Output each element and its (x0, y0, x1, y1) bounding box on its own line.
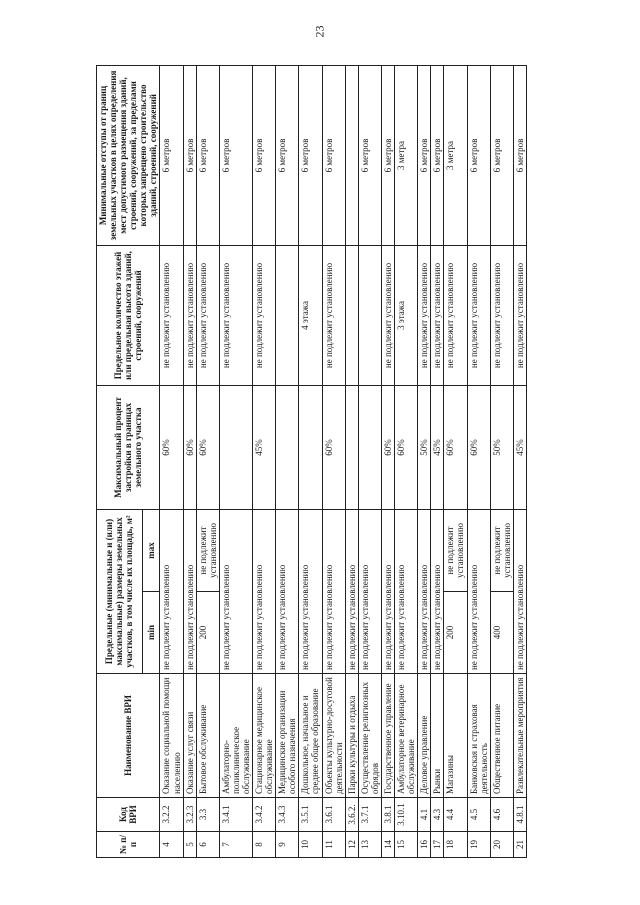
row-percent: 45% (431, 385, 444, 509)
row-floors: не подлежит установлению (160, 245, 183, 385)
table-row (513, 65, 526, 857)
row-number: 18 (444, 832, 467, 858)
table-row (467, 65, 490, 857)
row-number: 8 (253, 832, 276, 858)
table-row (160, 65, 183, 857)
row-code: 4.8.1 (513, 798, 526, 832)
row-name: Объекты культурно-досуговой деятельности (322, 674, 345, 798)
row-floors: не подлежит установлению (418, 245, 431, 385)
row-floors: 3 этажа (395, 245, 418, 385)
row-setback: 6 метров (183, 65, 196, 245)
row-name: Амбулаторное ветеринарное обслуживание (395, 674, 418, 798)
row-percent (276, 385, 299, 509)
row-name: Осуществление религиозных обрядов (358, 674, 381, 798)
row-name: Оказание услуг связи (183, 674, 196, 798)
row-code: 3.7.1 (358, 798, 381, 832)
row-code: 4.5 (467, 798, 490, 832)
header-min: min (142, 592, 160, 674)
row-area-size: не подлежит установлению (513, 509, 526, 673)
row-name: Развлекательные мероприятия (513, 674, 526, 798)
row-area-min: 200 (444, 592, 467, 674)
row-area-max: не подлежит установлению (444, 509, 467, 591)
row-floors (345, 245, 358, 385)
row-number: 11 (322, 832, 345, 858)
row-code: 3.5.1 (299, 798, 322, 832)
row-number: 20 (490, 832, 513, 858)
header-floors: Предельное количество этажей или предельная высота зданий, строений, сооружений (97, 245, 160, 385)
row-number: 21 (513, 832, 526, 858)
row-code: 3.2.3 (183, 798, 196, 832)
row-setback: 6 метров (418, 65, 431, 245)
row-floors (358, 245, 381, 385)
row-area-min: 200 (196, 592, 219, 674)
row-setback (345, 65, 358, 245)
row-percent: 50% (418, 385, 431, 509)
row-percent (219, 385, 252, 509)
zoning-table-sheet (96, 66, 556, 858)
row-floors: не подлежит установлению (219, 245, 252, 385)
row-code: 3.2.2 (160, 798, 183, 832)
row-area-size: не подлежит установлению (299, 509, 322, 673)
row-number: 9 (276, 832, 299, 858)
row-floors: не подлежит установлению (322, 245, 345, 385)
row-percent: 45% (253, 385, 276, 509)
row-percent (345, 385, 358, 509)
row-percent: 60% (444, 385, 467, 509)
table-body (160, 65, 526, 857)
row-code: 3.4.1 (219, 798, 252, 832)
row-name: Парки культуры и отдыха (345, 674, 358, 798)
table-row (358, 65, 381, 857)
row-percent: 60% (196, 385, 219, 509)
row-area-max: не подлежит установлению (196, 509, 219, 591)
table-row (395, 65, 418, 857)
row-number: 14 (381, 832, 394, 858)
row-code: 3.4.3 (276, 798, 299, 832)
row-number: 13 (358, 832, 381, 858)
header-setback: Минимальные отступы от границ земельных участков в целях определения мест допустимого размещения зданий, строений, сооружений, за пределами которых запрещено строительство зданий, строений, сооружений (97, 65, 160, 245)
row-number: 10 (299, 832, 322, 858)
row-code: 3.10.1 (395, 798, 418, 832)
row-floors (276, 245, 299, 385)
header-name: Наименование ВРИ (97, 674, 160, 798)
row-area-size: не подлежит установлению (358, 509, 381, 673)
page-number-wrap (306, 22, 334, 46)
row-percent: 60% (467, 385, 490, 509)
row-setback: 6 метров (299, 65, 322, 245)
row-floors: не подлежит установлению (467, 245, 490, 385)
row-setback: 6 метров (196, 65, 219, 245)
row-setback: 6 метров (381, 65, 394, 245)
row-name: Бытовое обслуживание (196, 674, 219, 798)
row-area-size: не подлежит установлению (431, 509, 444, 673)
row-percent (299, 385, 322, 509)
table-row (444, 65, 467, 857)
header-percent: Максимальный процент застройки в границах земельного участка (97, 385, 160, 509)
row-number: 15 (395, 832, 418, 858)
row-floors: не подлежит установлению (490, 245, 513, 385)
row-setback: 6 метров (467, 65, 490, 245)
row-floors: не подлежит установлению (444, 245, 467, 385)
row-percent (358, 385, 381, 509)
row-setback: 6 метров (253, 65, 276, 245)
row-floors: не подлежит установлению (381, 245, 394, 385)
row-floors: 4 этажа (299, 245, 322, 385)
row-number: 6 (196, 832, 219, 858)
table-row (345, 65, 358, 857)
row-setback: 6 метров (322, 65, 345, 245)
table-row (219, 65, 252, 857)
row-code: 4.3 (431, 798, 444, 832)
row-percent: 60% (395, 385, 418, 509)
row-percent: 45% (513, 385, 526, 509)
page-number: 23 (312, 25, 327, 38)
row-code: 3.4.2 (253, 798, 276, 832)
row-percent: 60% (160, 385, 183, 509)
row-floors: не подлежит установлению (431, 245, 444, 385)
row-code: 4.4 (444, 798, 467, 832)
row-name: Медицинские организации особого назначения (276, 674, 299, 798)
row-name: Стационарное медицинское обслуживание (253, 674, 276, 798)
row-setback: 3 метра (444, 65, 467, 245)
row-setback: 6 метров (513, 65, 526, 245)
table-row (381, 65, 394, 857)
row-code: 4.6 (490, 798, 513, 832)
table-row (276, 65, 299, 857)
row-area-max: не подлежит установлению (490, 509, 513, 591)
row-setback: 6 метров (160, 65, 183, 245)
row-percent: 60% (322, 385, 345, 509)
table-row (253, 65, 276, 857)
row-name: Амбулаторно-поликлиническое обслуживание (219, 674, 252, 798)
header-area: Предельные (минимальные и (или) максимальные) размеры земельных участков, в том числе их площадь, м² (97, 509, 143, 673)
row-area-size: не подлежит установлению (345, 509, 358, 673)
row-area-size: не подлежит установлению (381, 509, 394, 673)
table-row (183, 65, 196, 857)
row-number: 17 (431, 832, 444, 858)
row-number: 19 (467, 832, 490, 858)
row-name: Дошкольное, начальное и среднее общее образование (299, 674, 322, 798)
row-percent: 60% (381, 385, 394, 509)
row-name: Рынки (431, 674, 444, 798)
row-setback: 6 метров (276, 65, 299, 245)
row-floors: не подлежит установлению (196, 245, 219, 385)
row-setback: 6 метров (490, 65, 513, 245)
row-floors: не подлежит установлению (183, 245, 196, 385)
table-row (299, 65, 322, 857)
row-number: 7 (219, 832, 252, 858)
row-area-size: не подлежит установлению (219, 509, 252, 673)
row-code: 3.3 (196, 798, 219, 832)
row-area-size: не подлежит установлению (418, 509, 431, 673)
row-area-size: не подлежит установлению (183, 509, 196, 673)
row-floors: не подлежит установлению (513, 245, 526, 385)
row-percent: 60% (183, 385, 196, 509)
row-name: Общественное питание (490, 674, 513, 798)
row-name: Оказание социальной помощи населению (160, 674, 183, 798)
row-area-size: не подлежит установлению (160, 509, 183, 673)
row-area-size: не подлежит установлению (467, 509, 490, 673)
table-row (490, 65, 513, 857)
table-row (431, 65, 444, 857)
row-number: 16 (418, 832, 431, 858)
row-floors: не подлежит установлению (253, 245, 276, 385)
row-setback: 6 метров (219, 65, 252, 245)
row-code: 3.8.1 (381, 798, 394, 832)
table-row (196, 65, 219, 857)
row-code: 3.6.1 (322, 798, 345, 832)
row-number: 12 (345, 832, 358, 858)
row-area-size: не подлежит установлению (276, 509, 299, 673)
row-setback: 6 метров (358, 65, 381, 245)
row-area-size: не подлежит установлению (322, 509, 345, 673)
row-area-size: не подлежит установлению (395, 509, 418, 673)
row-name: Банковская и страховая деятельность (467, 674, 490, 798)
row-number: 5 (183, 832, 196, 858)
zoning-parameters-table (96, 65, 527, 858)
header-num: № п/п (97, 832, 160, 858)
table-row (418, 65, 431, 857)
row-area-min: 400 (490, 592, 513, 674)
row-code: 4.1 (418, 798, 431, 832)
row-name: Магазины (444, 674, 467, 798)
row-name: Деловое управление (418, 674, 431, 798)
header-max: max (142, 509, 160, 591)
row-area-size: не подлежит установлению (253, 509, 276, 673)
row-setback: 6 метров (431, 65, 444, 245)
header-code: Код ВРИ (97, 798, 160, 832)
row-name: Государственное управление (381, 674, 394, 798)
row-code: 3.6.2. (345, 798, 358, 832)
table-row (322, 65, 345, 857)
row-setback: 3 метра (395, 65, 418, 245)
row-number: 4 (160, 832, 183, 858)
row-percent: 50% (490, 385, 513, 509)
